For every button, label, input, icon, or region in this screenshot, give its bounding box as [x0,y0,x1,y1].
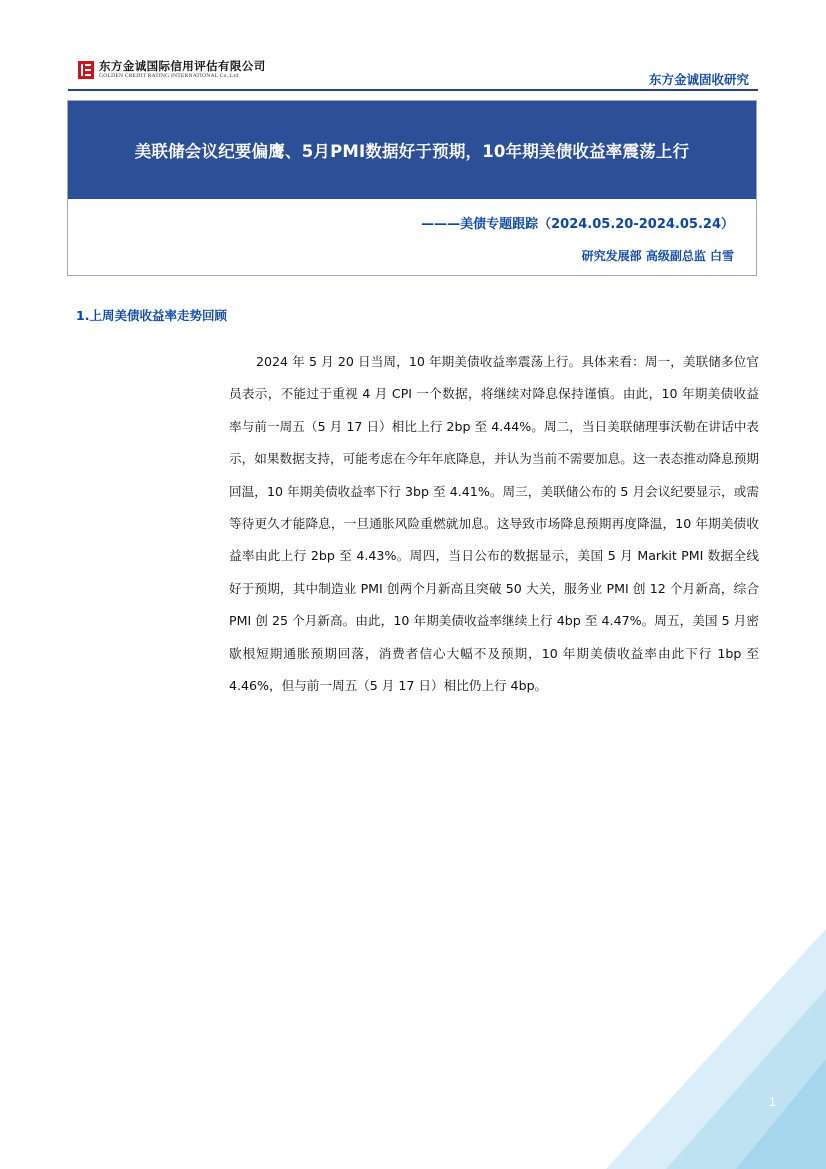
section-paragraph: 2024 年 5 月 20 日当周，10 年期美债收益率震荡上行。具体来看：周一，美联储多位官员表示，不能过于重视 4 月 CPI 一个数据，将继续对降息保持谨慎。由此，10 年期美债收益率与前一周五（5 月 17 日）相比上行 2bp 至 4.44%。周二，当日美联储理事沃勒在讲话中表示，如果数据支持，可能考虑在今年年底降息，并认为当前不需要加息。这一表态推动降息预期回温，10 年期美债收益率下行 3bp 至 4.41%。周三，美联储公布的 5 月会议纪要显示，或需等待更久才能降息，一旦通胀风险重燃就加息。这导致市场降息预期再度降温，10 年期美债收益率由此上行 2bp 至 4.43%。周四，当日公布的数据显示，美国 5 月 Markit PMI 数据全线好于预期，其中制造业 PMI 创两个月新高且突破 50 大关，服务业 PMI 创 12 个月新高，综合 PMI 创 25 个月新高。由此，10 年期美债收益率继续上行 4bp 至 4.47%。周五，美国 5 月密歇根短期通胀预期回落，消费者信心大幅不及预期，10 年期美债收益率由此下行 1bp 至 4.46%，但与前一周五（5 月 17 日）相比仍上行 4bp。 [229,354,759,694]
company-logo-icon [78,61,94,79]
title-band [68,101,756,199]
report-title: 美联储会议纪要偏鹰、5月PMI数据好于预期，10年期美债收益率震荡上行 [134,142,690,161]
page-corner-decoration [586,929,826,1169]
series-name: 东方金诚固收研究 [648,72,749,87]
report-author: 研究发展部 高级副总监 白雪 [581,249,734,263]
report-subtitle: ———美债专题跟踪（2024.05.20-2024.05.24） [421,217,734,232]
section-heading: 1.上周美债收益率走势回顾 [76,308,227,323]
company-logo [78,60,266,80]
company-name-cn: 东方金诚国际信用评估有限公司 [99,59,266,73]
title-box [67,100,757,276]
company-name-en: GOLDEN CREDIT RATING INTERNATIONAL Co.,Ltd. [99,73,240,79]
header-divider [68,89,758,91]
page-number: 1 [768,1094,776,1109]
